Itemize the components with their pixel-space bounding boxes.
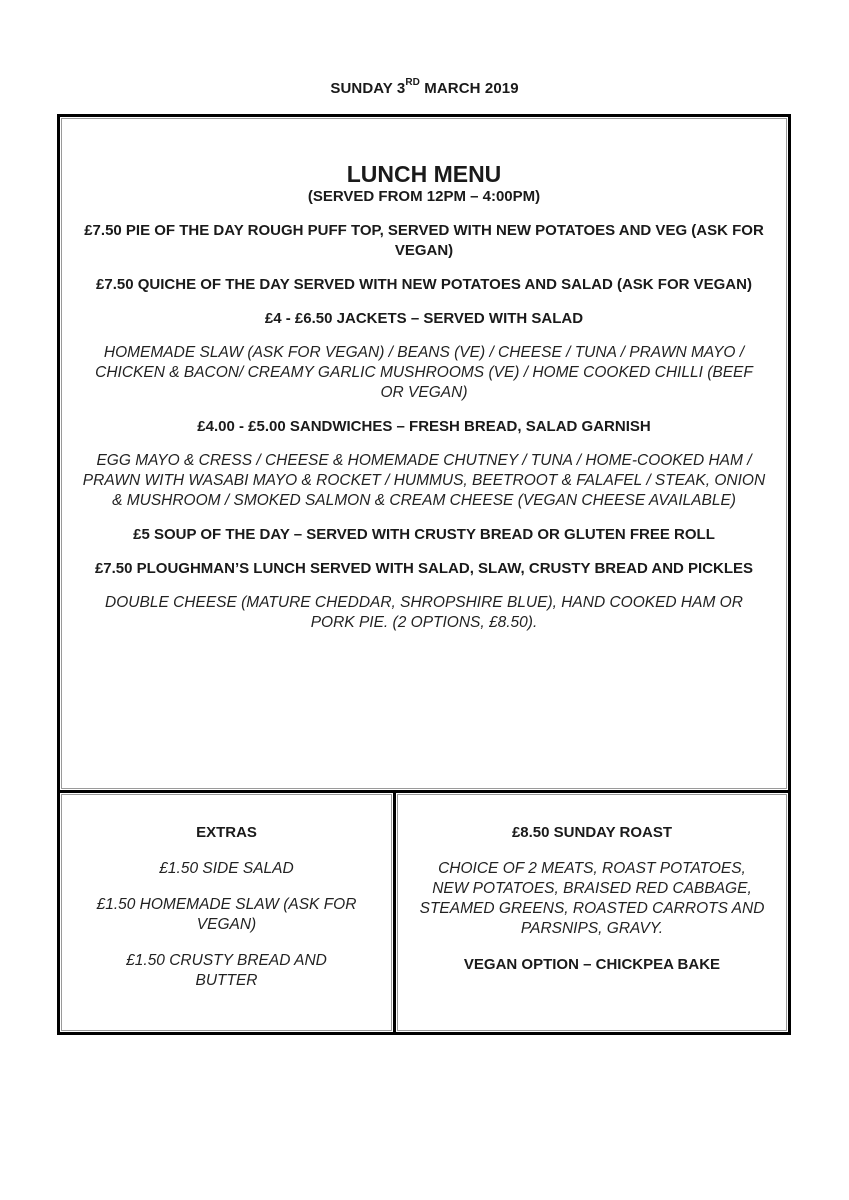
menu-item-pie: £7.50 PIE OF THE DAY ROUGH PUFF TOP, SERVED WITH NEW POTATOES AND VEG (ASK FOR VEGAN): [84, 222, 764, 259]
extras-content: [60, 823, 393, 1007]
menu-item-jackets: £4 - £6.50 JACKETS – SERVED WITH SALAD: [264, 310, 584, 327]
extras-heading: EXTRAS: [196, 824, 257, 841]
menu-item-sandwiches: £4.00 - £5.00 SANDWICHES – FRESH BREAD, SALAD GARNISH: [197, 418, 651, 435]
served-hours: (SERVED FROM 12PM – 4:00PM): [307, 188, 541, 205]
ploughmans-options: DOUBLE CHEESE (MATURE CHEDDAR, SHROPSHIRE BLUE), HAND COOKED HAM OR PORK PIE. (2 OPTIONS, £8.50).: [105, 594, 743, 631]
menu-item-soup: £5 SOUP OF THE DAY – SERVED WITH CRUSTY BREAD OR GLUTEN FREE ROLL: [133, 526, 715, 543]
sunday-roast-description: CHOICE OF 2 MEATS, ROAST POTATOES, NEW POTATOES, BRAISED RED CABBAGE, STEAMED GREENS, ROASTED CARROTS AND PARSNIPS, GRAVY.: [419, 860, 765, 937]
sunday-roast-content: [396, 823, 788, 989]
sunday-roast-box: [393, 790, 791, 1035]
sandwich-fillings: EGG MAYO & CRESS / CHEESE & HOMEMADE CHUTNEY / TUNA / HOME-COOKED HAM / PRAWN WITH WASABI MAYO & ROCKET / HUMMUS, BEETROOT & FALAFEL / STEAK, ONION & MUSHROOM / SMOKED SALMON & CREAM CHEESE (VEGAN CHEESE AVAILABLE): [82, 452, 766, 509]
date-suffix: MARCH 2019: [420, 80, 519, 97]
lunch-menu-content: [60, 161, 788, 647]
lunch-menu-title: LUNCH MENU: [346, 161, 502, 187]
extra-item-side-salad: £1.50 SIDE SALAD: [159, 860, 294, 877]
menu-item-quiche: £7.50 QUICHE OF THE DAY SERVED WITH NEW POTATOES AND SALAD (ASK FOR VEGAN): [96, 276, 752, 293]
extra-item-slaw: £1.50 HOMEMADE SLAW (ASK FOR VEGAN): [96, 896, 357, 933]
vegan-option: VEGAN OPTION – CHICKPEA BAKE: [463, 956, 721, 973]
jackets-fillings: HOMEMADE SLAW (ASK FOR VEGAN) / BEANS (VE) / CHEESE / TUNA / PRAWN MAYO / CHICKEN & BACON/ CREAMY GARLIC MUSHROOMS (VE) / HOME COOKED CHILLI (BEEF OR VEGAN): [95, 344, 753, 401]
menu-item-ploughmans: £7.50 PLOUGHMAN’S LUNCH SERVED WITH SALAD, SLAW, CRUSTY BREAD AND PICKLES: [94, 560, 754, 577]
sunday-roast-heading: £8.50 SUNDAY ROAST: [511, 824, 673, 841]
extras-box: [57, 790, 396, 1035]
lunch-menu-box: [57, 114, 791, 793]
date-ordinal: RD: [405, 77, 421, 88]
date-prefix: SUNDAY 3: [330, 80, 406, 97]
menu-date: [0, 77, 849, 97]
extra-item-bread: £1.50 CRUSTY BREAD AND BUTTER: [126, 952, 327, 989]
